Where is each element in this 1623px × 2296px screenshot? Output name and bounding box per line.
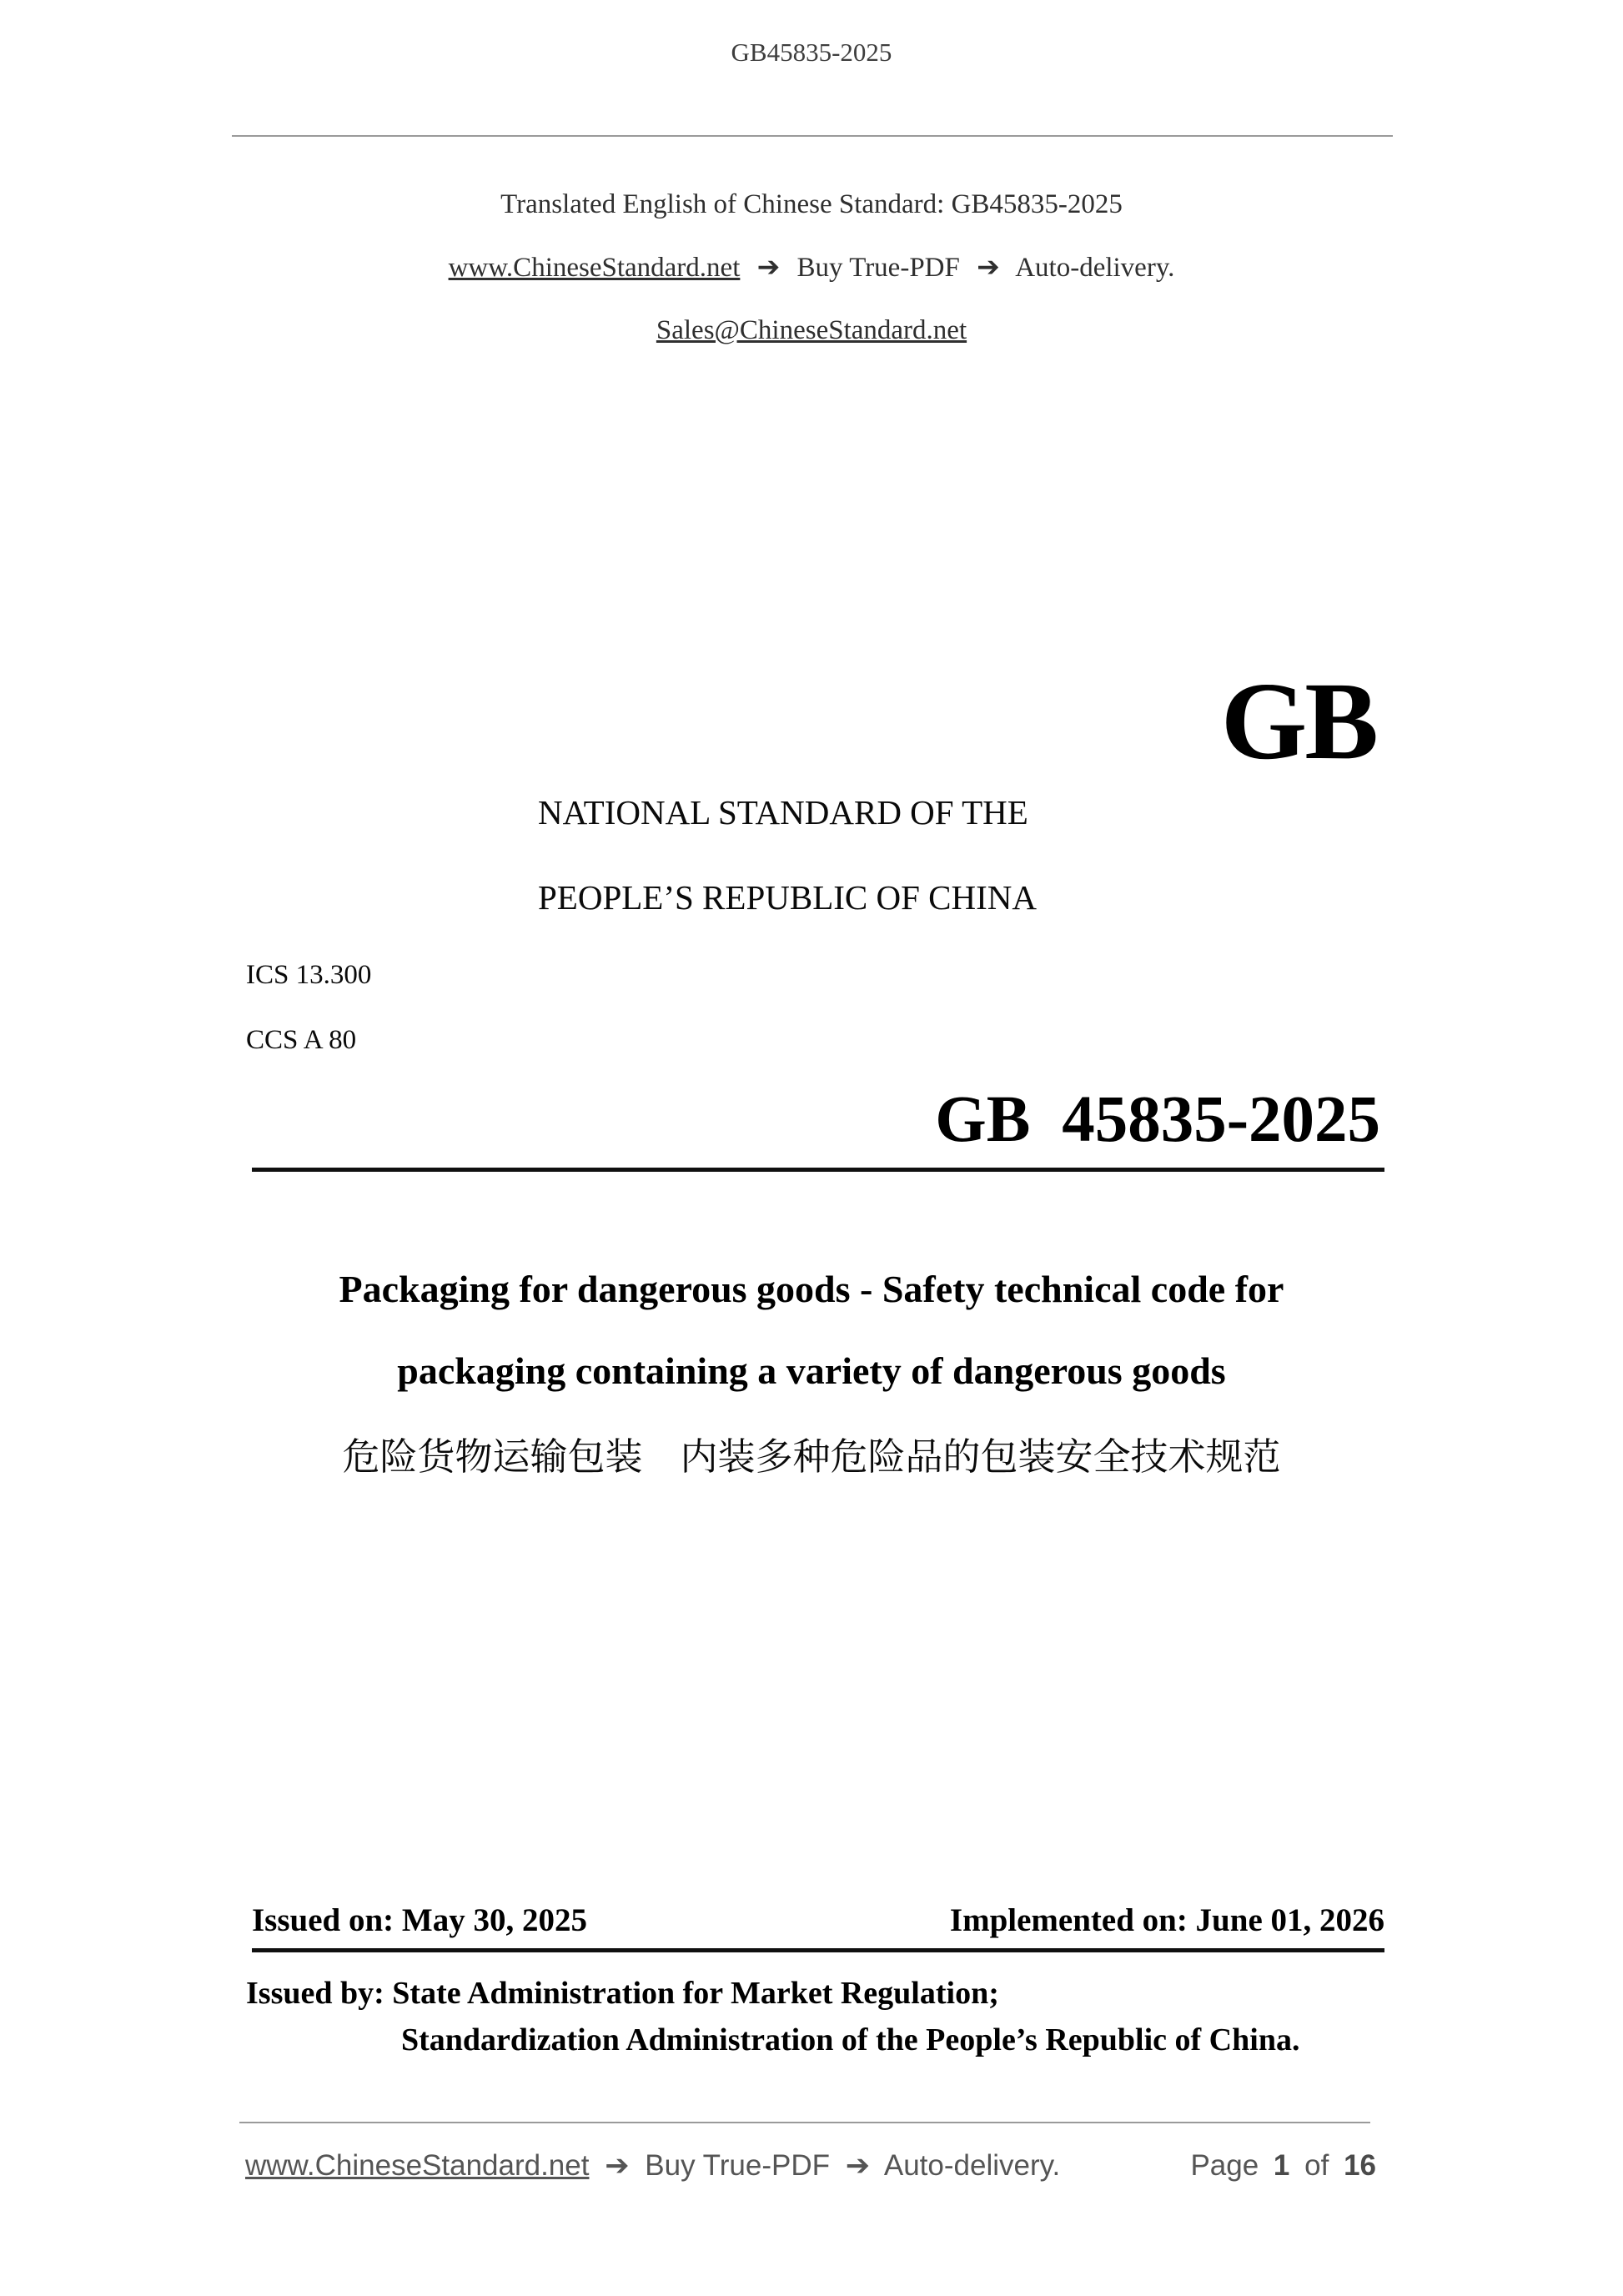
header-doc-code: GB45835-2025 bbox=[731, 38, 892, 67]
page-number-indicator bbox=[1190, 2148, 1376, 2183]
page-of-label: of bbox=[1304, 2149, 1329, 2182]
footer-buy-true-pdf-label: Buy True-PDF bbox=[645, 2149, 830, 2182]
footer-website-link[interactable]: www.ChineseStandard.net bbox=[245, 2149, 590, 2182]
sales-email-line bbox=[0, 314, 1623, 348]
auto-delivery-label: Auto-delivery. bbox=[1015, 253, 1175, 283]
sales-email-link[interactable]: Sales@ChineseStandard.net bbox=[656, 315, 967, 345]
title-english-line2: packaging containing a variety of dangerous goods bbox=[397, 1349, 1226, 1392]
title-english-line1: Packaging for dangerous goods - Safety technical code for bbox=[339, 1268, 1284, 1310]
page-total: 16 bbox=[1344, 2149, 1376, 2182]
header-divider bbox=[232, 135, 1393, 137]
issuance-dates-row bbox=[252, 1902, 1384, 1941]
purchase-info-line bbox=[0, 252, 1623, 285]
footer-auto-delivery-label: Auto-delivery. bbox=[883, 2149, 1061, 2182]
issued-by-line2: Standardization Administration of the People’s Republic of China. bbox=[401, 2022, 1300, 2057]
standard-number-divider bbox=[252, 1168, 1384, 1172]
footer-divider bbox=[239, 2122, 1370, 2123]
title-chinese: 危险货物运输包装 内装多种危险品的包装安全技术规范 bbox=[342, 1436, 1281, 1478]
right-arrow-icon: ➔ bbox=[845, 2149, 871, 2182]
national-standard-line1: NATIONAL STANDARD OF THE bbox=[538, 793, 1028, 831]
page-footer bbox=[245, 2148, 1376, 2183]
ics-code: ICS 13.300 bbox=[246, 960, 372, 990]
issued-on-date: Issued on: May 30, 2025 bbox=[252, 1902, 587, 1938]
translated-standard-line: Translated English of Chinese Standard: GB45835-2025 bbox=[500, 189, 1123, 219]
right-arrow-icon: ➔ bbox=[977, 253, 1000, 283]
buy-true-pdf-label: Buy True-PDF bbox=[796, 253, 960, 283]
implemented-on-date: Implemented on: June 01, 2026 bbox=[949, 1902, 1384, 1938]
website-link[interactable]: www.ChineseStandard.net bbox=[448, 253, 741, 283]
right-arrow-icon: ➔ bbox=[756, 253, 781, 283]
gb-logo: GB bbox=[1220, 659, 1376, 782]
issuance-divider bbox=[252, 1948, 1384, 1952]
footer-purchase-info bbox=[245, 2148, 1060, 2183]
page-label: Page bbox=[1190, 2149, 1259, 2182]
page-current: 1 bbox=[1273, 2149, 1290, 2182]
ccs-code: CCS A 80 bbox=[246, 1025, 357, 1055]
standard-number: GB 45835-2025 bbox=[935, 1083, 1380, 1156]
national-standard-line2: PEOPLE’S REPUBLIC OF CHINA bbox=[538, 878, 1037, 917]
right-arrow-icon: ➔ bbox=[605, 2149, 630, 2182]
issued-by-line1: Issued by: State Administration for Market Regulation; bbox=[246, 1976, 999, 2011]
